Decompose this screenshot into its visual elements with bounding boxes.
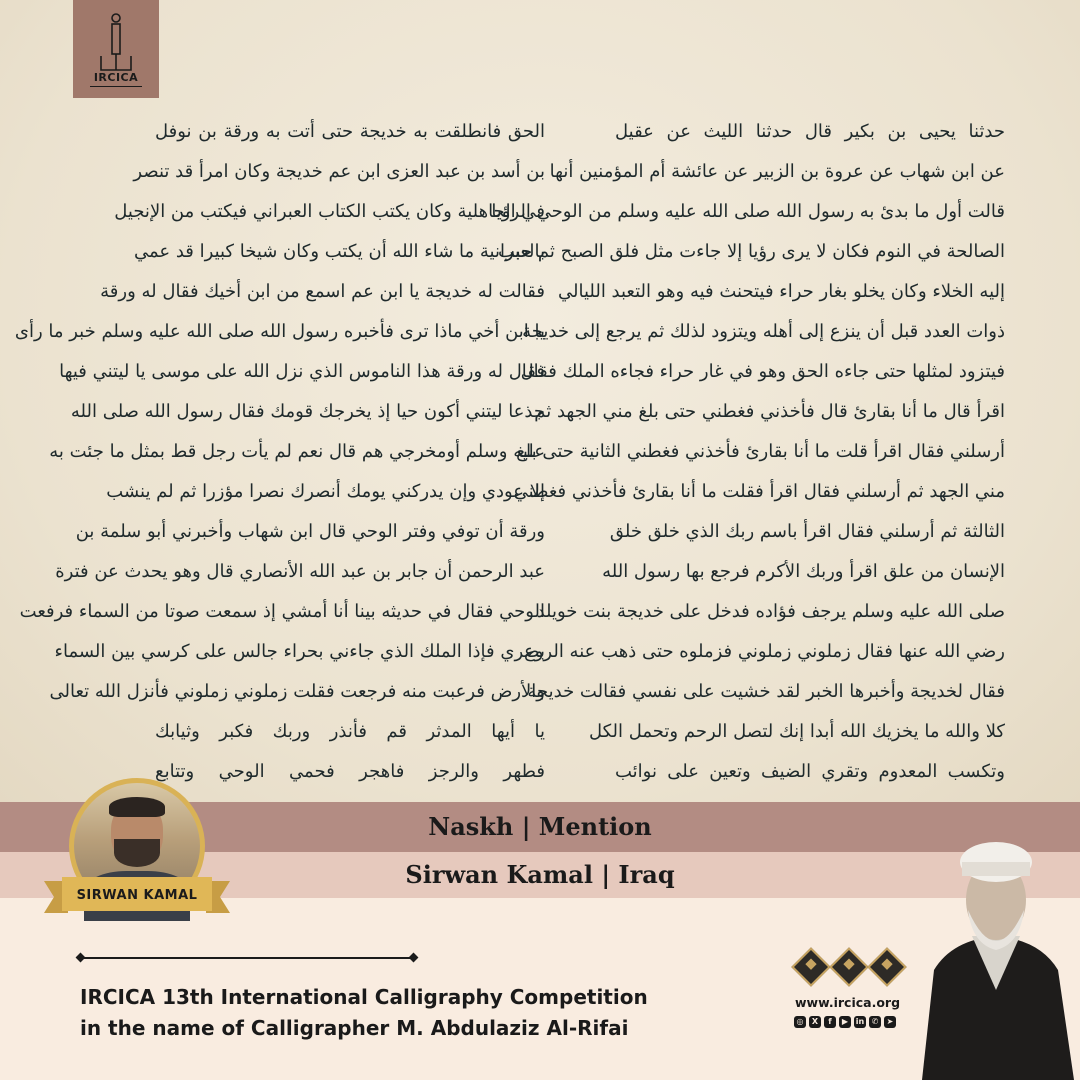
manuscript-line: الصالحة في النوم فكان لا يرى رؤيا إلا جاءت مثل فلق الصبح ثم حبب: [497, 241, 1005, 262]
manuscript-line: قالت أول ما بدئ به رسول الله صلى الله عليه وسلم من الوحي الرؤيا: [491, 201, 1005, 222]
manuscript-line: يا ابن أخي ماذا ترى فأخبره رسول الله صلى الله عليه وسلم خبر ما رأى: [14, 321, 545, 342]
manuscript-line: الوحي فقال في حديثه بينا أنا أمشي إذ سمعت صوتا من السماء فرفعت: [19, 601, 545, 622]
manuscript-line: إلا عودي وإن يدركني يومك أنصرك نصرا مؤزرا ثم لم ينشب: [106, 481, 545, 502]
youtube-icon[interactable]: ▶: [839, 1016, 851, 1028]
x-icon[interactable]: X: [809, 1016, 821, 1028]
telegram-icon[interactable]: ➤: [884, 1016, 896, 1028]
manuscript-line: أرسلني فقال اقرأ قلت ما أنا بقارئ فأخذني فغطني الثانية حتى بلغ: [516, 441, 1005, 462]
manuscript-line: اقرأ قال ما أنا بقارئ قال فأخذني فغطني حتى بلغ مني الجهد ثم: [534, 401, 1005, 422]
logo-wordmark: IRCICA: [93, 71, 139, 84]
category-title: Naskh | Mention: [428, 812, 652, 841]
divider-line: [80, 957, 414, 959]
calligrapher-portrait: [912, 840, 1080, 1080]
ornament-tile-icon: [829, 947, 869, 987]
logo-underline: [90, 86, 142, 87]
ornament-tiles: [793, 953, 903, 985]
manuscript-line: فقال لخديجة وأخبرها الخبر لقد خشيت على نفسي فقالت خديجة: [527, 681, 1005, 702]
manuscript-line: وتكسب المعدوم وتقري الضيف وتعين على نوائب: [615, 761, 1005, 782]
facebook-icon[interactable]: f: [824, 1016, 836, 1028]
manuscript-line: فطهر والرجز فاهجر فحمي الوحي وتتابع: [155, 761, 545, 782]
manuscript-line: بصري فإذا الملك الذي جاءني بحراء جالس على كرسي بين السماء: [54, 641, 545, 662]
manuscript-line: ذوات العدد قبل أن ينزع إلى أهله ويتزود لذلك ثم يرجع إلى خديجة: [522, 321, 1005, 342]
manuscript-line: عن ابن شهاب عن عروة بن الزبير عن عائشة أم المؤمنين أنها: [549, 161, 1005, 182]
manuscript-left-column: [14, 112, 545, 792]
ribbon-name: SIRWAN KAMAL: [76, 888, 198, 903]
manuscript-line: فيتزود لمثلها حتى جاءه الحق وهو في غار حراء فجاءه الملك فقال: [520, 361, 1005, 382]
manuscript-line: إليه الخلاء وكان يخلو بغار حراء فيتحنث فيه وهو التعبد الليالي: [557, 281, 1005, 302]
competition-line-2: in the name of Calligrapher M. Abdulaziz Al-Rifai: [80, 1016, 629, 1040]
website-link[interactable]: www.ircica.org: [795, 995, 901, 1010]
manuscript-line: والأرض فرعبت منه فرجعت فقلت زملوني زملوني فأنزل الله تعالى: [49, 681, 545, 702]
manuscript-line: عبد الرحمن أن جابر بن عبد الله الأنصاري قال وهو يحدث عن فترة: [55, 561, 545, 582]
linkedin-icon[interactable]: in: [855, 1017, 865, 1026]
manuscript-line: جذعا ليتني أكون حيا إذ يخرجك قومك فقال رسول الله صلى الله: [70, 401, 545, 422]
manuscript-line: عليه وسلم أومخرجي هم قال نعم لم يأت رجل قط بمثل ما جئت به: [49, 441, 545, 462]
manuscript-line: يا أيها المدثر قم فأنذر وربك فكبر وثيابك: [155, 721, 545, 742]
manuscript-line: في الجاهلية وكان يكتب الكتاب العبراني فيكتب من الإنجيل: [114, 201, 545, 222]
manuscript-line: مني الجهد ثم أرسلني فقال اقرأ فقلت ما أنا بقارئ فأخذني فغطني: [513, 481, 1005, 502]
manuscript-line: ورقة أن توفي وفتر الوحي قال ابن شهاب وأخبرني أبو سلمة بن: [75, 521, 545, 542]
manuscript-line: بن أسد بن عبد العزى ابن عم خديجة وكان امرأ قد تنصر: [133, 161, 545, 182]
manuscript-right-column: [491, 112, 1005, 792]
competition-line-1: IRCICA 13th International Calligraphy Competition: [80, 985, 648, 1009]
ircica-logo: [73, 0, 159, 98]
ornament-tile-icon: [791, 947, 831, 987]
manuscript-line: حدثنا يحيى بن بكير قال حدثنا الليث عن عقيل: [615, 121, 1005, 142]
manuscript-line: الحق فانطلقت به خديجة حتى أتت به ورقة بن نوفل: [155, 121, 545, 142]
manuscript-line: فقالت له خديجة يا ابن عم اسمع من ابن أخيك فقال له ورقة: [100, 281, 545, 302]
ornament-tile-icon: [867, 947, 907, 987]
manuscript-line: فقال له ورقة هذا الناموس الذي نزل الله على موسى يا ليتني فيها: [59, 361, 545, 382]
instagram-icon[interactable]: ◎: [794, 1016, 806, 1028]
manuscript-line: كلا والله ما يخزيك الله أبدا إنك لتصل الرحم وتحمل الكل: [588, 721, 1005, 742]
competition-title: [80, 982, 700, 1044]
social-icons: [794, 1016, 896, 1030]
artist-name-ribbon: [44, 873, 230, 917]
artist-line: Sirwan Kamal | Iraq: [405, 860, 675, 889]
manuscript-line: صلى الله عليه وسلم يرجف فؤاده فدخل على خديجة بنت خويلد: [536, 601, 1005, 622]
manuscript-line: بالعبرانية ما شاء الله أن يكتب وكان شيخا كبيرا قد عمي: [133, 241, 545, 262]
manuscript-line: الإنسان من علق اقرأ وربك الأكرم فرجع بها رسول الله: [602, 561, 1005, 582]
manuscript-line: رضي الله عنها فقال زملوني زملوني فزملوه حتى ذهب عنه الروع: [523, 641, 1005, 662]
manuscript-line: الثالثة ثم أرسلني فقال اقرأ باسم ربك الذي خلق خلق: [609, 521, 1005, 542]
whatsapp-icon[interactable]: ✆: [869, 1016, 881, 1028]
